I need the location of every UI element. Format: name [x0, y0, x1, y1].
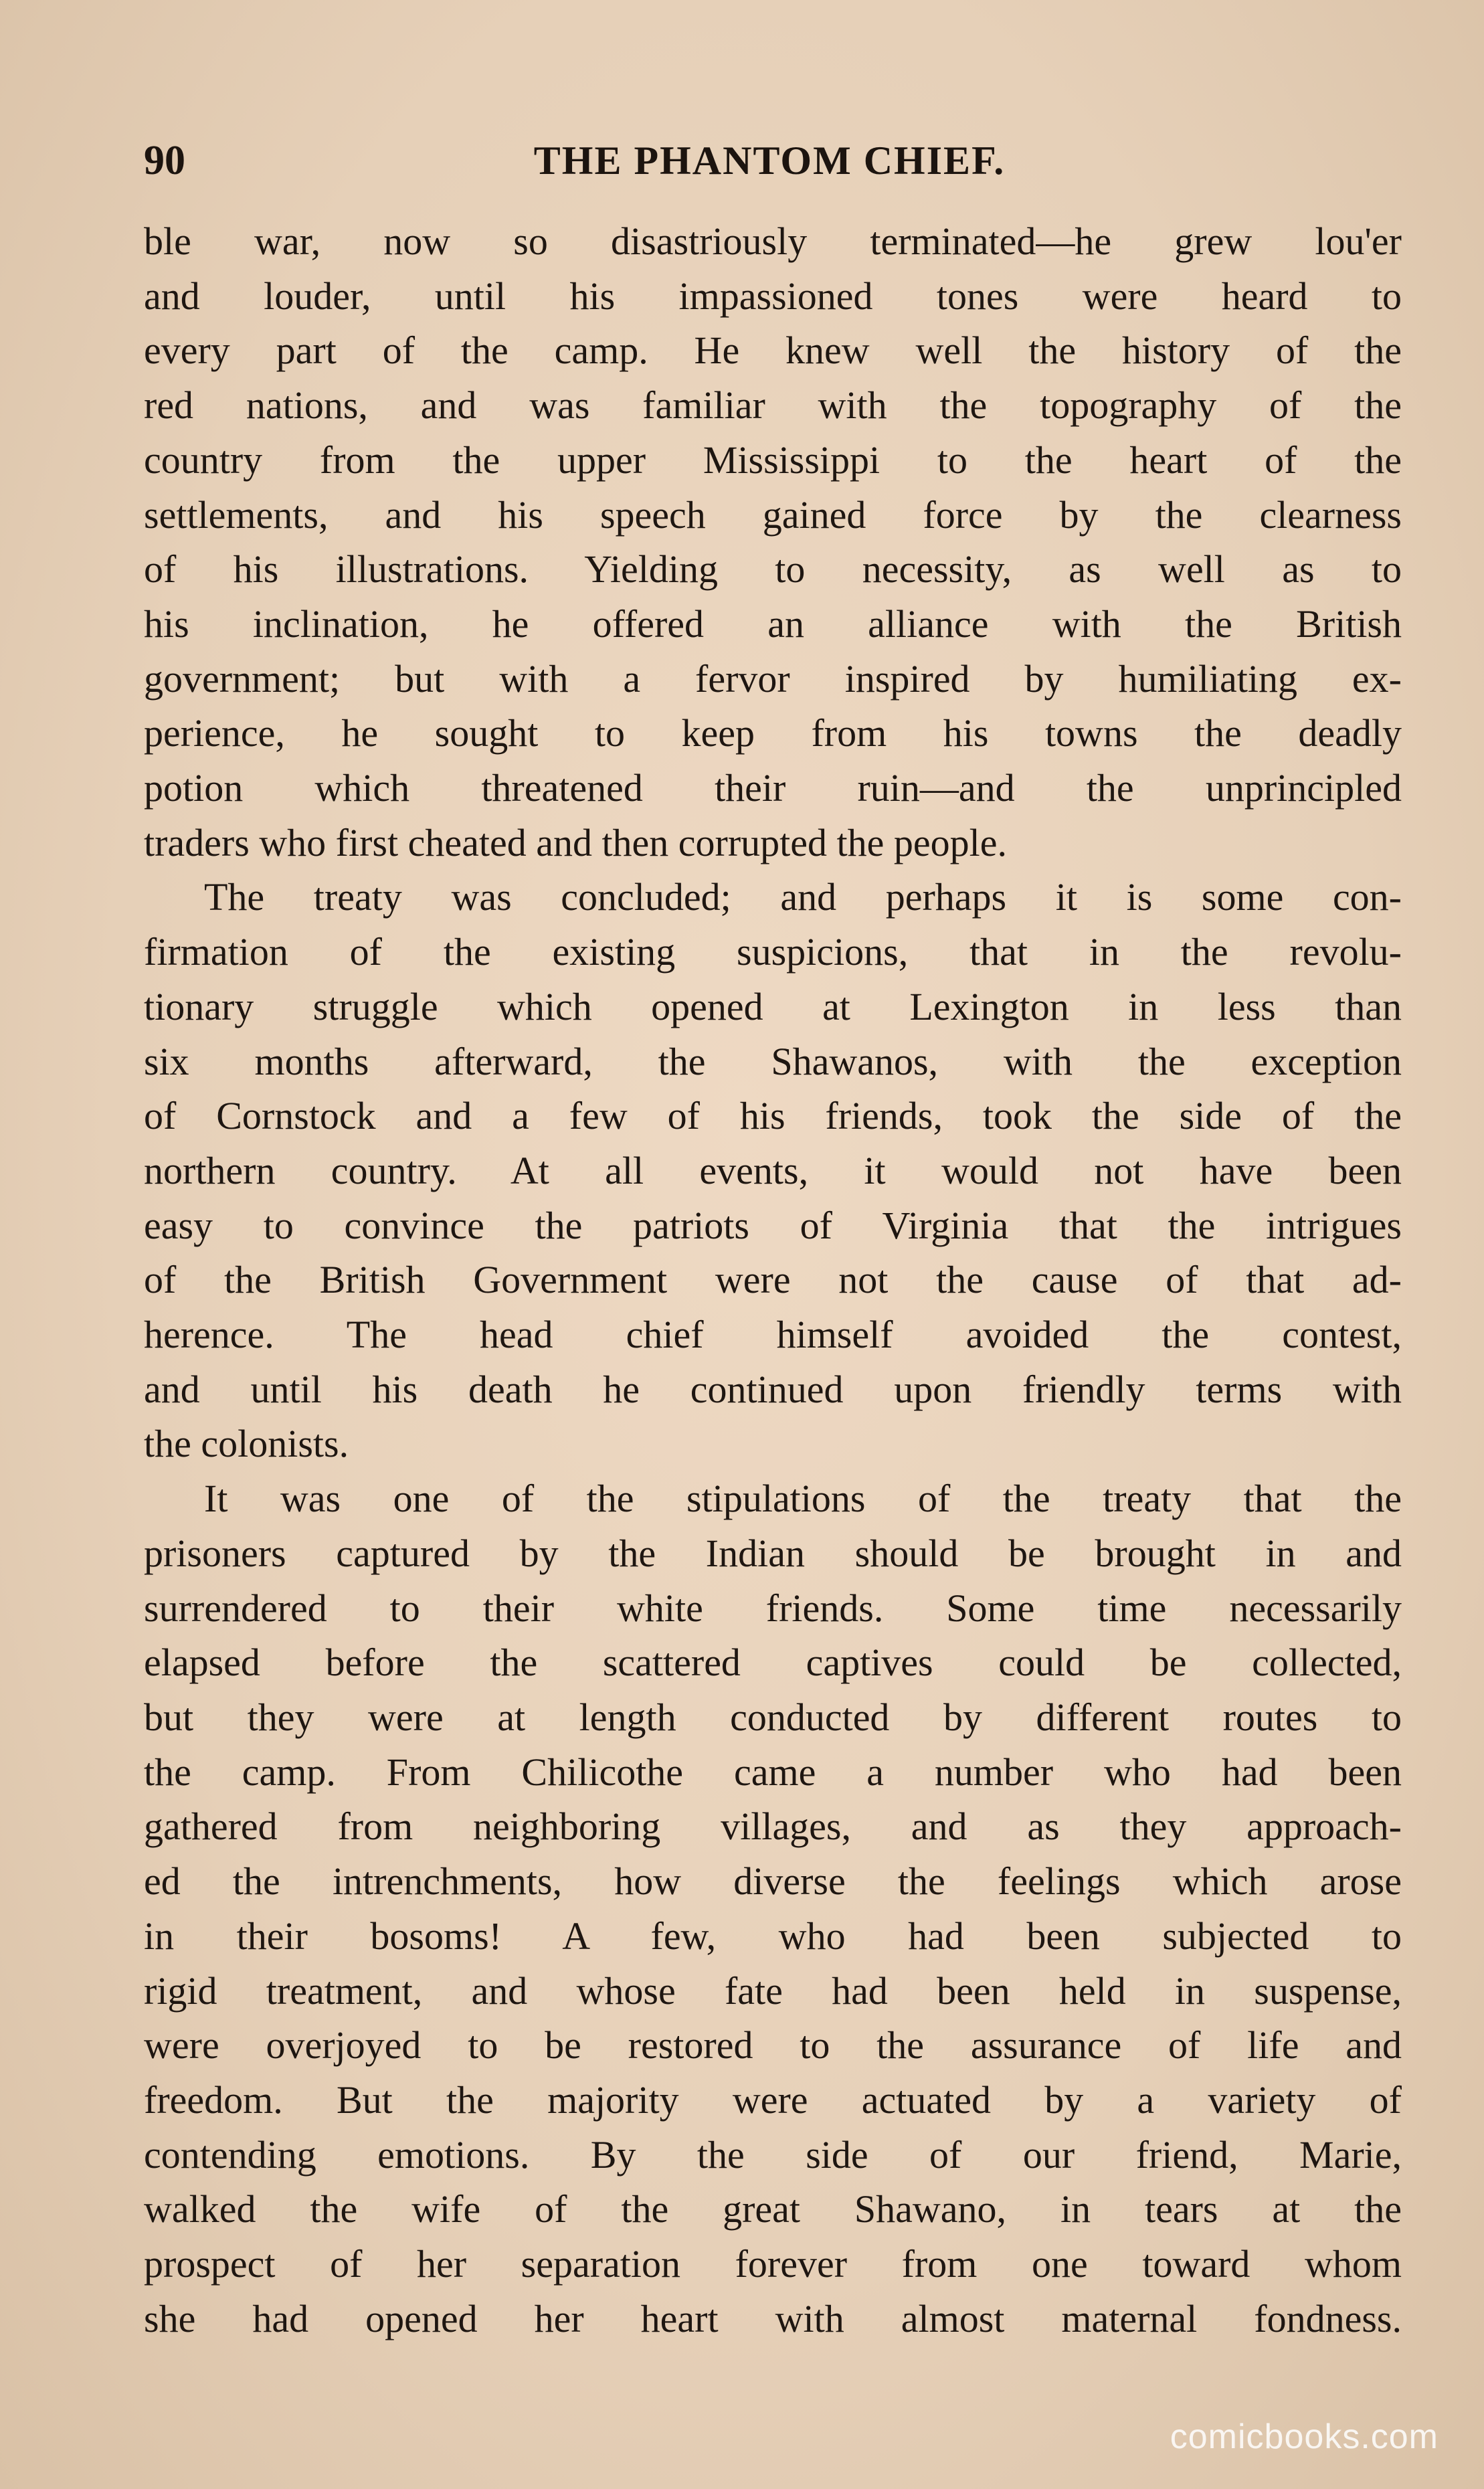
text-line: herence. The head chief himself avoided the contest, — [144, 1313, 1402, 1357]
page-number: 90 — [144, 138, 185, 183]
running-title: THE PHANTOM CHIEF. — [533, 139, 1006, 183]
body-text — [144, 214, 1402, 2346]
text-line: northern country. At all events, it would not have been — [144, 1148, 1402, 1192]
text-line: elapsed before the scattered captives could be collected, — [144, 1641, 1402, 1685]
text-line: prospect of her separation forever from one toward whom — [144, 2242, 1402, 2286]
text-line: government; but with a fervor inspired by humiliating ex- — [144, 656, 1402, 701]
text-line: tionary struggle which opened at Lexington in less than — [144, 984, 1402, 1028]
text-line: of Cornstock and a few of his friends, took the side of the — [144, 1094, 1402, 1138]
text-line: and louder, until his impassioned tones were heard to — [144, 274, 1402, 318]
text-line: the colonists. — [144, 1422, 349, 1466]
text-line: country from the upper Mississippi to the heart of the — [144, 438, 1402, 482]
text-line: of his illustrations. Yielding to necessity, as well as to — [144, 547, 1402, 591]
text-line: The treaty was concluded; and perhaps it is some con- — [204, 875, 1402, 919]
text-line: and until his death he continued upon friendly terms with — [144, 1367, 1402, 1411]
text-line: prisoners captured by the Indian should be brought in and — [144, 1531, 1402, 1575]
text-line: every part of the camp. He knew well the history of the — [144, 329, 1402, 373]
text-line: in their bosoms! A few, who had been subjected to — [144, 1914, 1402, 1958]
text-line: settlements, and his speech gained force by the clearness — [144, 492, 1402, 537]
text-line: It was one of the stipulations of the treaty that the — [204, 1477, 1402, 1521]
text-line: contending emotions. By the side of our friend, Marie, — [144, 2132, 1402, 2177]
text-line: ed the intrenchments, how diverse the feelings which arose — [144, 1859, 1402, 1904]
text-line: walked the wife of the great Shawano, in tears at the — [144, 2187, 1402, 2231]
text-line: she had opened her heart with almost maternal fondness. — [144, 2296, 1402, 2340]
watermark: comicbooks.com — [1170, 2417, 1439, 2456]
text-line: six months afterward, the Shawanos, with the exception — [144, 1039, 1402, 1083]
text-line: were overjoyed to be restored to the assurance of life and — [144, 2023, 1402, 2067]
text-line: gathered from neighboring villages, and as they approach- — [144, 1805, 1402, 1849]
paragraph-1 — [144, 214, 1402, 870]
text-line: traders who first cheated and then corrupted the people. — [144, 820, 1007, 864]
text-line: rigid treatment, and whose fate had been held in suspense, — [144, 1968, 1402, 2013]
text-line: surrendered to their white friends. Some time necessarily — [144, 1586, 1402, 1630]
text-line: freedom. But the majority were actuated by a variety of — [144, 2078, 1402, 2122]
text-line: potion which threatened their ruin—and the unprincipled — [144, 766, 1402, 810]
text-line: the camp. From Chilicothe came a number who had been — [144, 1750, 1402, 1794]
text-line: ble war, now so disastriously terminated—he grew lou'er — [144, 219, 1402, 263]
text-line: perience, he sought to keep from his towns the deadly — [144, 711, 1402, 755]
text-line: easy to convince the patriots of Virginia that the intrigues — [144, 1203, 1402, 1247]
text-line: red nations, and was familiar with the topography of the — [144, 383, 1402, 428]
paragraph-3 — [144, 1471, 1402, 2346]
text-line: firmation of the existing suspicions, that in the revolu- — [144, 930, 1402, 974]
text-line: but they were at length conducted by different routes to — [144, 1695, 1402, 1739]
paragraph-2 — [144, 870, 1402, 1471]
text-line: his inclination, he offered an alliance with the British — [144, 602, 1402, 646]
text-line: of the British Government were not the cause of that ad- — [144, 1258, 1402, 1302]
page-header — [144, 130, 1395, 191]
